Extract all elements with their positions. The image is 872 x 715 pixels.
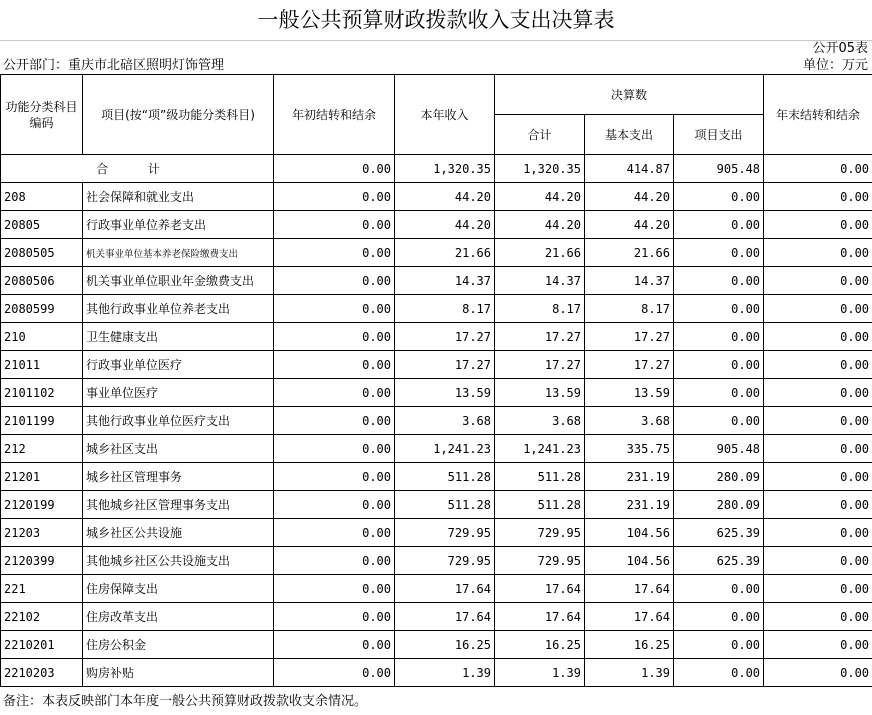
row-opening: 0.00: [274, 659, 395, 687]
row-project: 0.00: [674, 267, 764, 295]
table-row: [1, 295, 872, 323]
row-name: 购房补贴: [83, 659, 274, 687]
row-income: 1,241.23: [395, 435, 495, 463]
row-total: 729.95: [495, 519, 585, 547]
row-basic: 104.56: [585, 519, 674, 547]
row-total: 44.20: [495, 211, 585, 239]
row-closing: 0.00: [764, 323, 872, 351]
row-name: 卫生健康支出: [83, 323, 274, 351]
row-project: 625.39: [674, 519, 764, 547]
total-basic: 414.87: [585, 155, 674, 183]
row-code: 2080599: [1, 295, 83, 323]
table-row: [1, 519, 872, 547]
row-code: 22102: [1, 603, 83, 631]
header-project: 项目支出: [674, 115, 764, 155]
total-opening: 0.00: [274, 155, 395, 183]
row-name: 其他行政事业单位养老支出: [83, 295, 274, 323]
row-code: 21201: [1, 463, 83, 491]
total-label: 合 计: [1, 155, 274, 183]
row-income: 729.95: [395, 547, 495, 575]
table-row: [1, 547, 872, 575]
header-basic: 基本支出: [585, 115, 674, 155]
row-name: 行政事业单位养老支出: [83, 211, 274, 239]
header-code: 功能分类科目编码: [1, 75, 83, 155]
row-project: 0.00: [674, 183, 764, 211]
row-total: 17.64: [495, 603, 585, 631]
row-income: 17.64: [395, 575, 495, 603]
row-project: 0.00: [674, 323, 764, 351]
row-closing: 0.00: [764, 239, 872, 267]
row-code: 21011: [1, 351, 83, 379]
row-closing: 0.00: [764, 519, 872, 547]
row-income: 511.28: [395, 463, 495, 491]
row-total: 3.68: [495, 407, 585, 435]
row-basic: 16.25: [585, 631, 674, 659]
row-project: 625.39: [674, 547, 764, 575]
table-row: [1, 491, 872, 519]
row-closing: 0.00: [764, 491, 872, 519]
header-closing: 年末结转和结余: [764, 75, 872, 155]
row-total: 8.17: [495, 295, 585, 323]
row-opening: 0.00: [274, 351, 395, 379]
row-name: 住房保障支出: [83, 575, 274, 603]
row-closing: 0.00: [764, 351, 872, 379]
row-code: 2080505: [1, 239, 83, 267]
row-basic: 14.37: [585, 267, 674, 295]
row-basic: 13.59: [585, 379, 674, 407]
row-name: 住房公积金: [83, 631, 274, 659]
header-total: 合计: [495, 115, 585, 155]
table-row: [1, 407, 872, 435]
row-closing: 0.00: [764, 295, 872, 323]
row-code: 2080506: [1, 267, 83, 295]
row-code: 210: [1, 323, 83, 351]
row-basic: 104.56: [585, 547, 674, 575]
header-item: 项目(按“项”级功能分类科目): [83, 75, 274, 155]
row-opening: 0.00: [274, 267, 395, 295]
row-total: 1,241.23: [495, 435, 585, 463]
row-code: 21203: [1, 519, 83, 547]
row-opening: 0.00: [274, 463, 395, 491]
row-opening: 0.00: [274, 239, 395, 267]
row-income: 16.25: [395, 631, 495, 659]
row-name: 社会保障和就业支出: [83, 183, 274, 211]
budget-table: [0, 74, 872, 687]
row-closing: 0.00: [764, 267, 872, 295]
row-income: 17.27: [395, 351, 495, 379]
row-opening: 0.00: [274, 323, 395, 351]
row-name: 事业单位医疗: [83, 379, 274, 407]
row-basic: 17.64: [585, 603, 674, 631]
row-code: 221: [1, 575, 83, 603]
row-project: 0.00: [674, 603, 764, 631]
row-opening: 0.00: [274, 547, 395, 575]
row-project: 0.00: [674, 575, 764, 603]
row-basic: 3.68: [585, 407, 674, 435]
form-number-line: [0, 41, 872, 57]
row-basic: 21.66: [585, 239, 674, 267]
row-project: 0.00: [674, 211, 764, 239]
row-closing: 0.00: [764, 183, 872, 211]
row-income: 44.20: [395, 211, 495, 239]
row-income: 1.39: [395, 659, 495, 687]
row-opening: 0.00: [274, 631, 395, 659]
table-row: [1, 659, 872, 687]
row-income: 13.59: [395, 379, 495, 407]
total-closing: 0.00: [764, 155, 872, 183]
row-income: 44.20: [395, 183, 495, 211]
table-row: [1, 435, 872, 463]
row-opening: 0.00: [274, 491, 395, 519]
row-name: 城乡社区支出: [83, 435, 274, 463]
row-closing: 0.00: [764, 659, 872, 687]
row-total: 511.28: [495, 463, 585, 491]
table-row: [1, 323, 872, 351]
row-opening: 0.00: [274, 295, 395, 323]
row-total: 17.27: [495, 323, 585, 351]
table-row: [1, 631, 872, 659]
form-number: 公开05表: [812, 41, 868, 56]
row-closing: 0.00: [764, 631, 872, 659]
table-row: [1, 603, 872, 631]
row-name: 机关事业单位职业年金缴费支出: [83, 267, 274, 295]
table-row: [1, 379, 872, 407]
row-name: 城乡社区管理事务: [83, 463, 274, 491]
row-income: 21.66: [395, 239, 495, 267]
row-opening: 0.00: [274, 379, 395, 407]
row-name: 其他行政事业单位医疗支出: [83, 407, 274, 435]
row-opening: 0.00: [274, 603, 395, 631]
row-project: 0.00: [674, 351, 764, 379]
row-project: 0.00: [674, 379, 764, 407]
header-income: 本年收入: [395, 75, 495, 155]
row-income: 8.17: [395, 295, 495, 323]
table-title: 一般公共预算财政拨款收入支出决算表: [257, 8, 615, 32]
row-basic: 335.75: [585, 435, 674, 463]
row-income: 3.68: [395, 407, 495, 435]
row-project: 0.00: [674, 659, 764, 687]
total-income: 1,320.35: [395, 155, 495, 183]
row-code: 208: [1, 183, 83, 211]
row-opening: 0.00: [274, 435, 395, 463]
row-total: 17.27: [495, 351, 585, 379]
row-closing: 0.00: [764, 575, 872, 603]
row-closing: 0.00: [764, 211, 872, 239]
row-code: 2120399: [1, 547, 83, 575]
row-income: 14.37: [395, 267, 495, 295]
row-code: 20805: [1, 211, 83, 239]
row-opening: 0.00: [274, 575, 395, 603]
row-project: 0.00: [674, 407, 764, 435]
row-closing: 0.00: [764, 379, 872, 407]
row-total: 21.66: [495, 239, 585, 267]
row-opening: 0.00: [274, 407, 395, 435]
row-basic: 8.17: [585, 295, 674, 323]
row-name: 其他城乡社区公共设施支出: [83, 547, 274, 575]
row-basic: 231.19: [585, 491, 674, 519]
row-name: 城乡社区公共设施: [83, 519, 274, 547]
table-row: [1, 575, 872, 603]
row-income: 17.64: [395, 603, 495, 631]
row-total: 17.64: [495, 575, 585, 603]
row-basic: 44.20: [585, 183, 674, 211]
row-name: 机关事业单位基本养老保险缴费支出: [83, 239, 274, 267]
row-total: 511.28: [495, 491, 585, 519]
row-total: 14.37: [495, 267, 585, 295]
row-opening: 0.00: [274, 519, 395, 547]
row-total: 13.59: [495, 379, 585, 407]
row-closing: 0.00: [764, 463, 872, 491]
row-income: 511.28: [395, 491, 495, 519]
row-project: 0.00: [674, 239, 764, 267]
row-closing: 0.00: [764, 547, 872, 575]
total-row: [1, 155, 872, 183]
row-closing: 0.00: [764, 603, 872, 631]
row-income: 17.27: [395, 323, 495, 351]
row-name: 其他城乡社区管理事务支出: [83, 491, 274, 519]
row-total: 729.95: [495, 547, 585, 575]
row-closing: 0.00: [764, 435, 872, 463]
footnote: 备注：本表反映部门本年度一般公共预算财政拨款收支余情况。: [3, 694, 368, 709]
row-code: 2120199: [1, 491, 83, 519]
row-basic: 231.19: [585, 463, 674, 491]
row-closing: 0.00: [764, 407, 872, 435]
row-project: 905.48: [674, 435, 764, 463]
row-code: 2101102: [1, 379, 83, 407]
row-total: 1.39: [495, 659, 585, 687]
table-row: [1, 211, 872, 239]
table-row: [1, 351, 872, 379]
row-income: 729.95: [395, 519, 495, 547]
row-name: 行政事业单位医疗: [83, 351, 274, 379]
row-opening: 0.00: [274, 183, 395, 211]
header-final-group: 决算数: [495, 75, 764, 115]
table-row: [1, 183, 872, 211]
row-code: 2210201: [1, 631, 83, 659]
row-project: 280.09: [674, 491, 764, 519]
header-opening: 年初结转和结余: [274, 75, 395, 155]
unit-label: 单位：万元: [802, 58, 868, 73]
row-basic: 17.64: [585, 575, 674, 603]
total-project: 905.48: [674, 155, 764, 183]
row-basic: 1.39: [585, 659, 674, 687]
row-project: 0.00: [674, 631, 764, 659]
row-project: 280.09: [674, 463, 764, 491]
table-row: [1, 239, 872, 267]
table-row: [1, 463, 872, 491]
department-label: 公开部门：重庆市北碚区照明灯饰管理: [3, 58, 225, 73]
row-opening: 0.00: [274, 211, 395, 239]
row-total: 44.20: [495, 183, 585, 211]
row-basic: 17.27: [585, 323, 674, 351]
row-basic: 17.27: [585, 351, 674, 379]
total-sum: 1,320.35: [495, 155, 585, 183]
row-total: 16.25: [495, 631, 585, 659]
row-basic: 44.20: [585, 211, 674, 239]
row-code: 212: [1, 435, 83, 463]
row-code: 2101199: [1, 407, 83, 435]
row-code: 2210203: [1, 659, 83, 687]
department-line: [0, 58, 872, 74]
table-row: [1, 267, 872, 295]
row-project: 0.00: [674, 295, 764, 323]
row-name: 住房改革支出: [83, 603, 274, 631]
